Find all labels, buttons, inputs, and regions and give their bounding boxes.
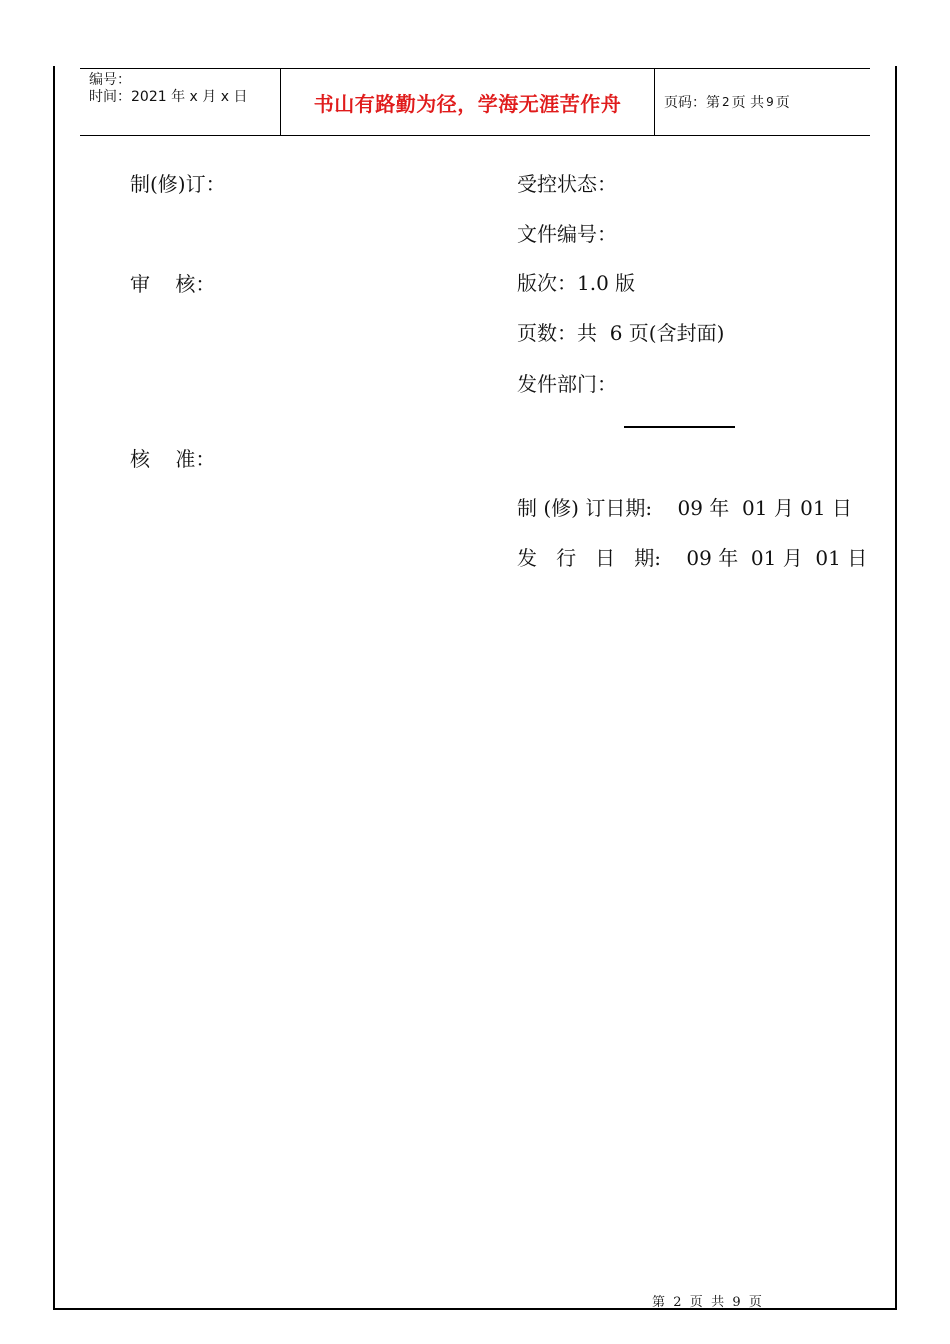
- header-meta-cell: [80, 69, 281, 135]
- page-label-prefix: 页码：第: [664, 95, 720, 111]
- document-header: [80, 68, 870, 136]
- reviewed-by-label: 审 核：: [130, 272, 216, 296]
- approved-by-label: 核 准：: [130, 447, 216, 471]
- page-label-suffix: 页: [775, 95, 790, 111]
- page-frame: [53, 66, 897, 1310]
- version-field: 版次：1.0 版: [517, 271, 636, 295]
- issue-date-field: 发 行 日 期: 09 年 01 月 01 日: [517, 546, 868, 570]
- issuing-department-underline: [624, 426, 735, 428]
- page-current: 2: [722, 95, 730, 109]
- header-motto: 书山有路勤为径，学海无涯苦作舟: [313, 91, 622, 116]
- page-total: 9: [766, 95, 774, 109]
- document-number-field: 文件编号：: [517, 222, 617, 246]
- page-count-field: 页数：共 6 页(含封面): [517, 321, 725, 345]
- issuing-department-label: 发件部门：: [517, 372, 617, 396]
- document-date: 时间：2021 年 x 月 x 日: [89, 89, 248, 105]
- header-page-cell: [655, 69, 870, 135]
- document-number-label: 编号：: [89, 72, 131, 88]
- revision-date-field: 制 (修) 订日期: 09 年 01 月 01 日: [517, 496, 852, 520]
- page-label-mid: 页 共: [731, 95, 765, 111]
- drafted-by-label: 制(修)订：: [130, 172, 226, 196]
- header-motto-cell: [281, 69, 655, 135]
- control-status-label: 受控状态：: [517, 172, 617, 196]
- page-footer: [0, 1291, 950, 1321]
- footer-page-number: 第 2 页 共 9 页: [652, 1295, 762, 1310]
